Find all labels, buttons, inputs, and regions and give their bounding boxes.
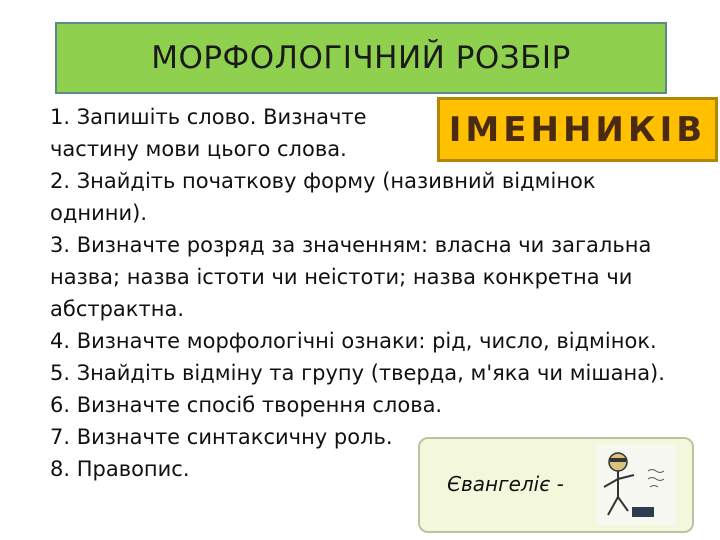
step-line: частину мови цього слова. [50,137,347,161]
title-banner [55,22,667,94]
step-line: 1. Запишіть слово. Визначте [50,105,367,129]
person-clipart-icon [596,445,676,525]
step-line: 3. Визначте розряд за значенням: власна чи загальна [50,233,652,257]
page-title: МОРФОЛОГІЧНИЙ РОЗБІР [151,40,571,76]
step-line: 8. Правопис. [50,457,190,481]
step-line: 5. Знайдіть відміну та групу (тверда, м'яка чи мішана). [50,361,665,385]
step-line: 6. Визначте спосіб творення слова. [50,393,443,417]
step-line: назва; назва істоти чи неістоти; назва конкретна чи [50,265,633,289]
step-line: 2. Знайдіть початкову форму (називний відмінок [50,169,596,193]
step-line: 4. Визначте морфологічні ознаки: рід, число, відмінок. [50,329,657,353]
note-card[interactable] [418,437,694,533]
step-line: 7. Визначте синтаксичну роль. [50,425,393,449]
page-subtitle: ІМЕННИКІВ [448,109,707,150]
step-line: абстрактна. [50,297,184,321]
steps-list [50,101,710,485]
step-line: однини). [50,201,147,225]
note-text: Євангеліє - [447,472,564,496]
